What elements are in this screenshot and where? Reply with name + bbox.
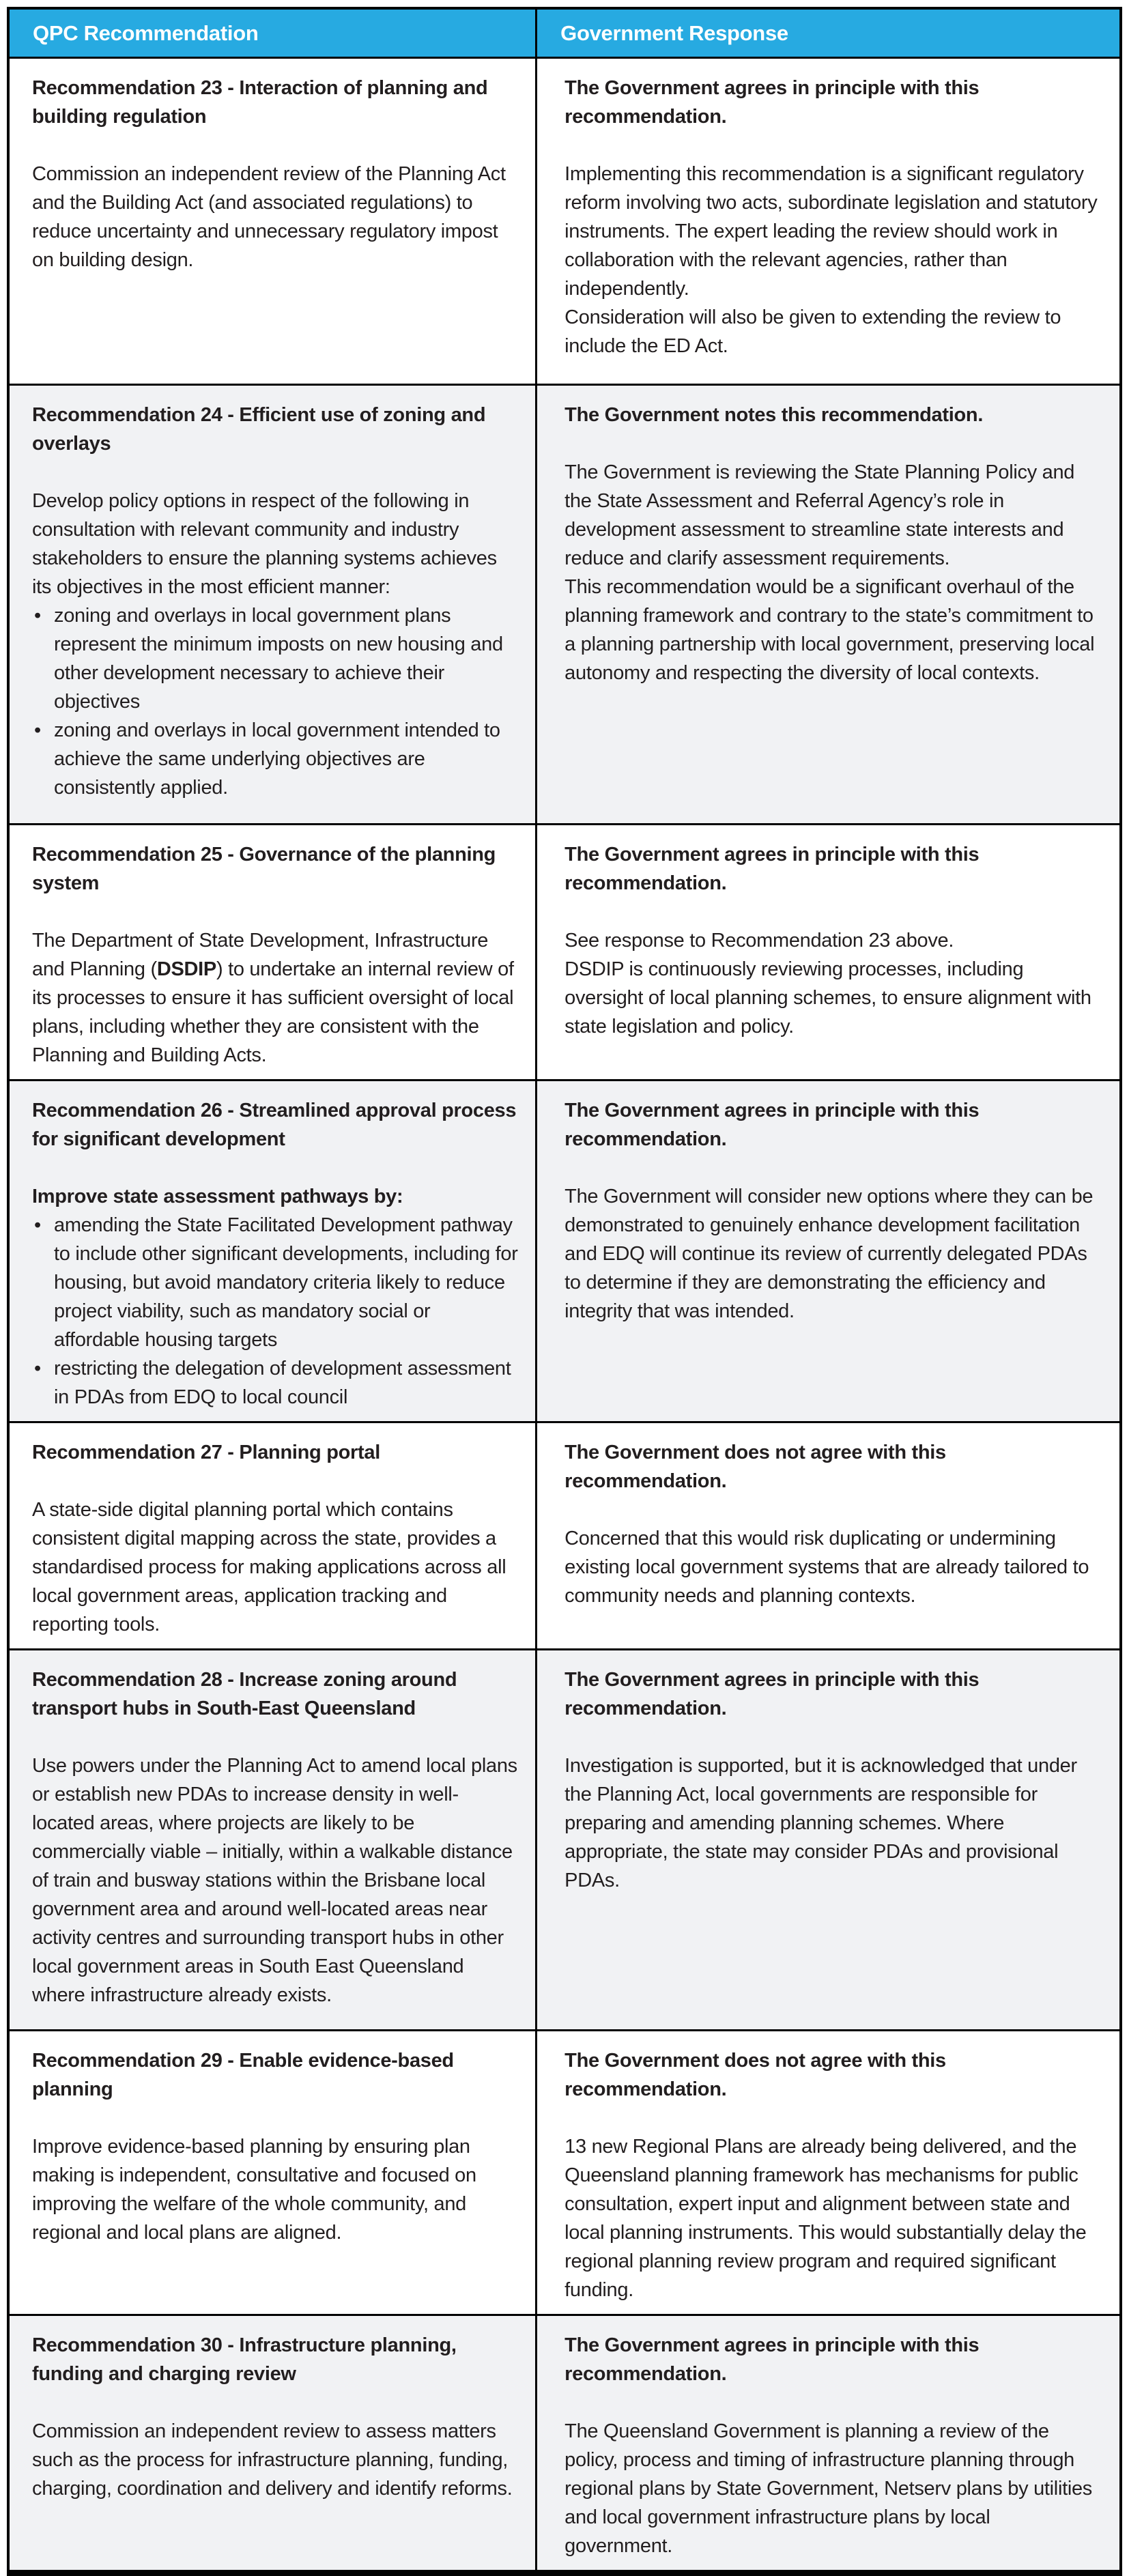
paragraph: Commission an independent review of the Planning Act and the Building Act (and associated regulations) to reduce uncertainty and unnecessary regulatory impost on building design. (32, 163, 506, 271)
paragraph: Develop policy options in respect of the following in consultation with relevant community and industry stakeholders to ensure the planning systems achieves its objectives in the most efficient manner: (32, 490, 497, 598)
response-position-statement: The Government agrees in principle with this recommendation. (564, 77, 980, 128)
recommendation-cell (10, 1650, 537, 2029)
paragraph: The Government will consider new options where they can be demonstrated to genuinely enhance development facilitation and EDQ will continue its review of currently delegated PDAs to determine if they are demonstrating the efficiency and integrity that was intended. (564, 1186, 1094, 1322)
response-cell (537, 1423, 1119, 1648)
paragraph: This recommendation would be a significant overhaul of the planning framework and contrary to the state’s commitment to a planning partnership with local government, preserving local autonomy and respecting the diversity of local contexts. (564, 576, 1095, 684)
header-qpc-recommendation: QPC Recommendation (10, 10, 537, 57)
bullet-item: • amending the State Facilitated Development pathway to include other significant developments, including for housing, but avoid mandatory criteria likely to reduce project viability, such as mandatory social or affordable housing targets (32, 1211, 519, 1354)
response-position-statement: The Government agrees in principle with this recommendation. (564, 1100, 980, 1150)
paragraph: The Department of State Development, Infrastructure and Planning (DSDIP) to undertake an internal review of its processes to ensure it has sufficient oversight of local plans, including whether they are consistent with the Planning and Building Acts. (32, 930, 514, 1066)
table-row (10, 59, 1119, 384)
paragraph: A state-side digital planning portal which contains consistent digital mapping across the state, provides a standardised process for making applications across all local government areas, application tracking and reporting tools. (32, 1499, 506, 1635)
recommendation-cell (10, 2031, 537, 2314)
table-row (10, 2314, 1119, 2570)
recommendation-cell (10, 2316, 537, 2570)
recommendation-cell (10, 1423, 537, 1648)
paragraph: Commission an independent review to assess matters such as the process for infrastructure planning, funding, charging, coordination and delivery and identify reforms. (32, 2420, 513, 2500)
document-page (7, 7, 1122, 2576)
paragraph: DSDIP is continuously reviewing processes, including oversight of local planning schemes, to ensure alignment with state legislation and policy. (564, 958, 1091, 1037)
response-cell (537, 825, 1119, 1079)
recommendation-heading: Recommendation 26 - Streamlined approval process for significant development (32, 1100, 517, 1150)
paragraph: Improve state assessment pathways by: (32, 1186, 403, 1207)
recommendation-cell (10, 825, 537, 1079)
table-row (10, 1079, 1119, 1421)
paragraph: Consideration will also be given to extending the review to include the ED Act. (564, 306, 1061, 357)
response-cell (537, 386, 1119, 823)
bullet-item: • zoning and overlays in local government plans represent the minimum imposts on new housing and other development necessary to achieve their objectives (32, 601, 519, 716)
response-cell (537, 1081, 1119, 1421)
response-cell (537, 2316, 1119, 2570)
table-body (10, 59, 1119, 2570)
recommendation-cell (10, 1081, 537, 1421)
recommendation-heading: Recommendation 27 - Planning portal (32, 1442, 380, 1463)
recommendation-heading: Recommendation 28 - Increase zoning around transport hubs in South-East Queensland (32, 1669, 457, 1719)
table-row (10, 1648, 1119, 2029)
response-cell (537, 59, 1119, 384)
header-government-response: Government Response (560, 20, 788, 45)
bullet-item: • zoning and overlays in local government intended to achieve the same underlying objectives are consistently applied. (32, 716, 519, 802)
paragraph: Use powers under the Planning Act to amend local plans or establish new PDAs to increase density in well-located areas, where projects are likely to be commercially viable – initially, within a walkable distance of train and busway stations within the Brisbane local government area and around well-located areas near activity centres and surrounding transport hubs in other local government areas in South East Queensland where infrastructure already exists. (32, 1755, 517, 2006)
paragraph: See response to Recommendation 23 above. (564, 930, 954, 951)
paragraph: The Government is reviewing the State Planning Policy and the State Assessment and Referral Agency’s role in development assessment to streamline state interests and reduce and clarify assessment requirements. (564, 461, 1075, 569)
table-header-row (10, 10, 1119, 59)
paragraph: The Queensland Government is planning a review of the policy, process and timing of infrastructure planning through regional plans by State Government, Netserv plans by utilities and local government infrastructure plans by local government. (564, 2420, 1093, 2557)
recommendation-cell (10, 59, 537, 384)
recommendation-heading: Recommendation 30 - Infrastructure planning, funding and charging review (32, 2334, 457, 2385)
table-row (10, 384, 1119, 823)
response-position-statement: The Government does not agree with this recommendation. (564, 2050, 946, 2100)
paragraph: Implementing this recommendation is a significant regulatory reform involving two acts, subordinate legislation and statutory instruments. The expert leading the review should work in collaboration with the relevant agencies, rather than independently. (564, 163, 1098, 300)
paragraph: Improve evidence-based planning by ensuring plan making is independent, consultative and focused on improving the welfare of the whole community, and regional and local plans are aligned. (32, 2136, 476, 2244)
paragraph: 13 new Regional Plans are already being delivered, and the Queensland planning framework has mechanisms for public consultation, expert input and alignment between state and local planning instruments. This would substantially delay the regional planning review program and required significant funding. (564, 2136, 1087, 2301)
response-position-statement: The Government agrees in principle with this recommendation. (564, 1669, 980, 1719)
recommendations-table (7, 7, 1122, 2576)
response-cell (537, 2031, 1119, 2314)
paragraph: Investigation is supported, but it is acknowledged that under the Planning Act, local governments are responsible for preparing and amending planning schemes. Where appropriate, the state may consider PDAs and provisional PDAs. (564, 1755, 1077, 1891)
response-position-statement: The Government does not agree with this recommendation. (564, 1442, 946, 1492)
recommendation-heading: Recommendation 23 - Interaction of planning and building regulation (32, 77, 488, 128)
response-position-statement: The Government notes this recommendation. (564, 404, 984, 426)
paragraph: Concerned that this would risk duplicating or undermining existing local government systems that are already tailored to community needs and planning contexts. (564, 1528, 1089, 1607)
recommendation-cell (10, 386, 537, 823)
response-position-statement: The Government agrees in principle with this recommendation. (564, 2334, 980, 2385)
bullet-list (32, 601, 519, 802)
table-row (10, 2029, 1119, 2314)
table-row (10, 1421, 1119, 1648)
table-row (10, 823, 1119, 1079)
bullet-list (32, 1211, 519, 1412)
bullet-item: • restricting the delegation of development assessment in PDAs from EDQ to local council (32, 1354, 519, 1412)
recommendation-heading: Recommendation 25 - Governance of the planning system (32, 844, 496, 894)
recommendation-heading: Recommendation 29 - Enable evidence-based planning (32, 2050, 454, 2100)
response-position-statement: The Government agrees in principle with this recommendation. (564, 844, 980, 894)
response-cell (537, 1650, 1119, 2029)
recommendation-heading: Recommendation 24 - Efficient use of zoning and overlays (32, 404, 486, 455)
